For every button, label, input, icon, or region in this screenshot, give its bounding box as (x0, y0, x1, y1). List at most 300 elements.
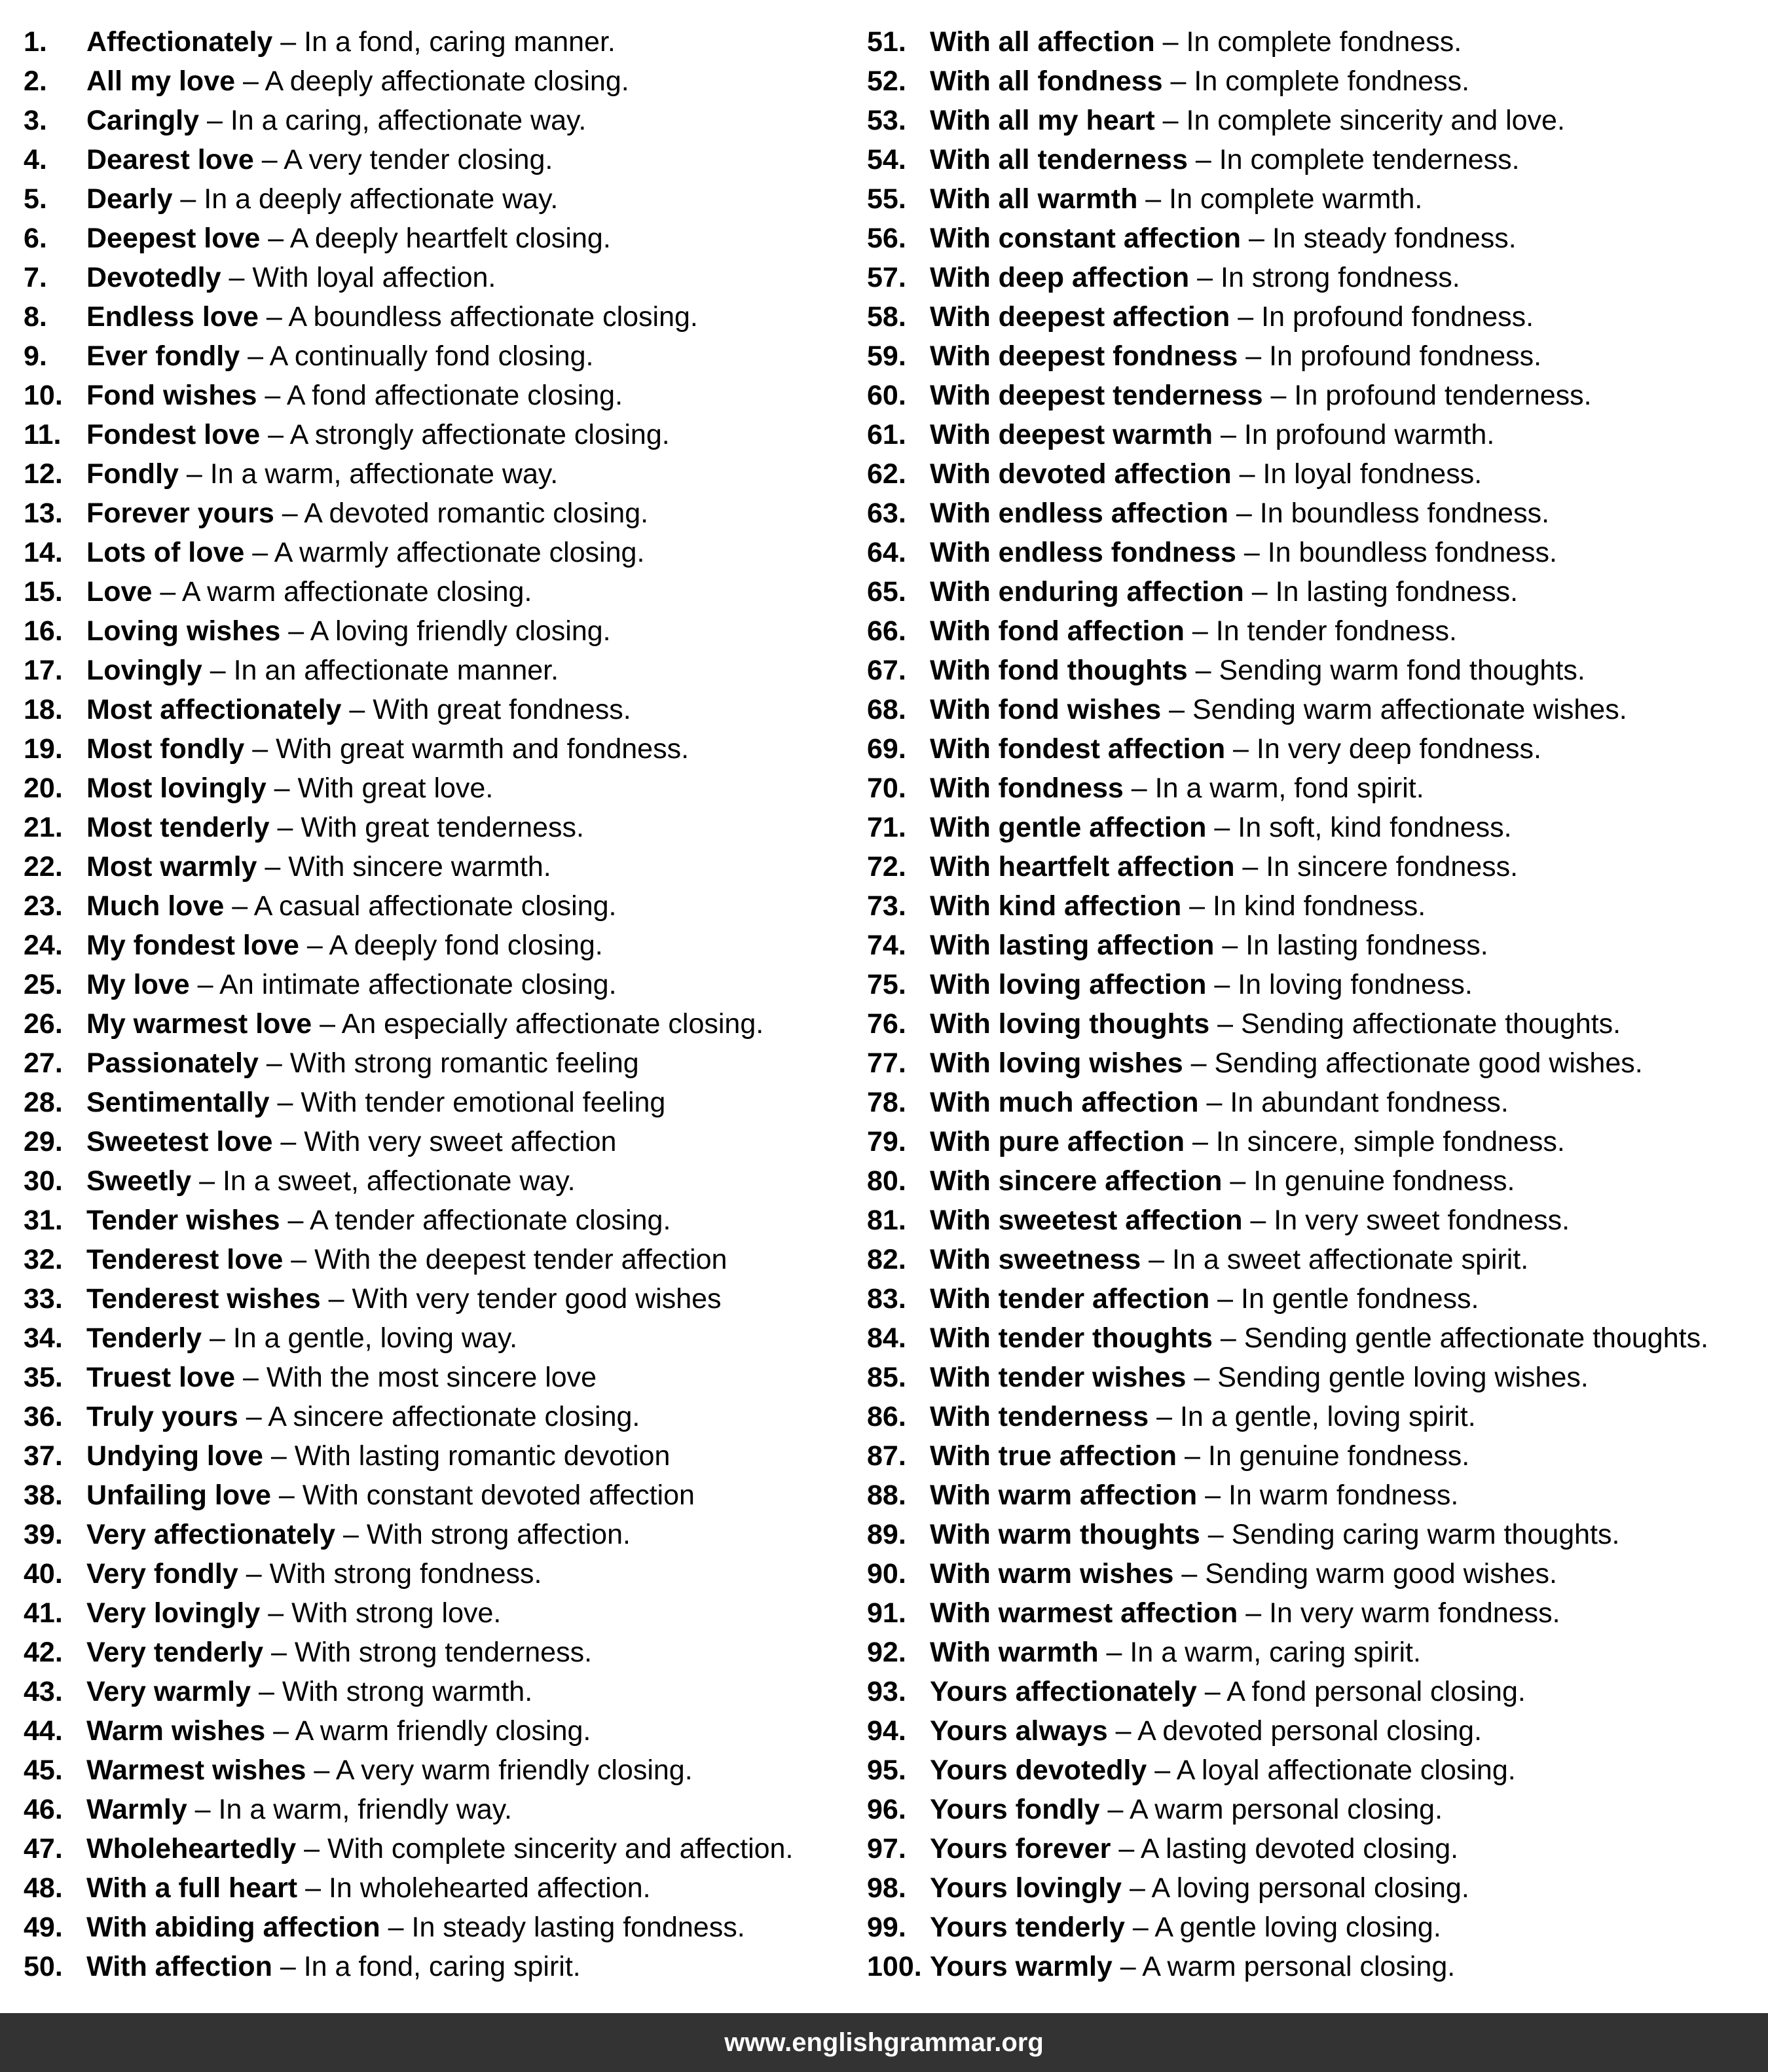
item-separator: – (266, 772, 298, 804)
item-definition: In steady fondness. (1272, 223, 1517, 254)
item-separator: – (272, 1951, 304, 1982)
item-term: With true affection (930, 1440, 1177, 1472)
item-separator: – (265, 1715, 295, 1747)
item-term: Warmest wishes (86, 1754, 306, 1786)
item-separator: – (1243, 576, 1276, 608)
item-separator: – (258, 1047, 290, 1079)
item-definition: In a caring, affectionate way. (230, 105, 587, 136)
item-number: 86. (867, 1401, 906, 1432)
list-item (867, 1790, 1764, 1829)
item-term: With sincere affection (930, 1165, 1223, 1197)
list-item (24, 376, 836, 415)
item-term: Very affectionately (86, 1519, 336, 1550)
item-term: With warmth (930, 1637, 1099, 1668)
item-definition: In complete warmth. (1169, 183, 1423, 215)
item-separator: – (297, 1872, 329, 1904)
item-term: My warmest love (86, 1008, 312, 1040)
item-separator: – (1206, 812, 1238, 843)
item-definition: In genuine fondness. (1253, 1165, 1515, 1197)
list-item (24, 651, 836, 690)
item-definition: With lasting romantic devotion (294, 1440, 671, 1472)
item-definition: A devoted romantic closing. (304, 498, 649, 529)
item-number: 59. (867, 340, 906, 372)
item-number: 87. (867, 1440, 906, 1472)
item-separator: – (1161, 694, 1192, 725)
item-number: 30. (24, 1165, 63, 1197)
item-separator: – (1200, 1519, 1232, 1550)
list-item (24, 808, 836, 847)
item-term: Ever fondly (86, 340, 240, 372)
list-item (867, 965, 1764, 1004)
item-definition: In profound tenderness. (1294, 380, 1592, 411)
item-term: With tender wishes (930, 1362, 1187, 1393)
list-item (867, 1908, 1764, 1947)
item-term: Loving wishes (86, 615, 281, 647)
item-definition: In warm fondness. (1228, 1480, 1459, 1511)
item-definition: A sincere affectionate closing. (268, 1401, 640, 1432)
item-term: Yours lovingly (930, 1872, 1122, 1904)
item-separator: – (1184, 615, 1216, 647)
item-definition: In boundless fondness. (1259, 498, 1550, 529)
item-number: 52. (867, 65, 906, 97)
item-term: Caringly (86, 105, 200, 136)
item-number: 88. (867, 1480, 906, 1511)
item-separator: – (238, 1401, 268, 1432)
list-item (24, 1358, 836, 1397)
list-item (24, 1829, 836, 1868)
item-number: 21. (24, 812, 63, 843)
item-number: 49. (24, 1912, 63, 1943)
item-term: Devotedly (86, 262, 221, 293)
list-item (867, 847, 1764, 886)
right-column (867, 22, 1764, 1986)
item-separator: – (1236, 537, 1268, 568)
item-separator: – (1147, 1754, 1177, 1786)
list-item (24, 729, 836, 769)
item-number: 31. (24, 1205, 63, 1236)
item-number: 38. (24, 1480, 63, 1511)
list-item (24, 454, 836, 494)
item-number: 7. (24, 262, 47, 293)
list-item (24, 1318, 836, 1358)
item-definition: In genuine fondness. (1207, 1440, 1470, 1472)
item-number: 79. (867, 1126, 906, 1157)
item-number: 32. (24, 1244, 63, 1275)
item-term: With abiding affection (86, 1912, 380, 1943)
item-definition: A strongly affectionate closing. (289, 419, 670, 450)
item-number: 50. (24, 1951, 63, 1982)
left-column (24, 22, 836, 1986)
item-definition: With great love. (297, 772, 494, 804)
item-term: Dearly (86, 183, 173, 215)
item-definition: A warm personal closing. (1130, 1794, 1443, 1825)
item-number: 24. (24, 930, 63, 961)
list-item (24, 886, 836, 926)
item-term: Yours fondly (930, 1794, 1100, 1825)
item-number: 43. (24, 1676, 63, 1707)
list-item (867, 494, 1764, 533)
item-number: 35. (24, 1362, 63, 1393)
item-term: Sweetest love (86, 1126, 273, 1157)
footer-website-link[interactable]: www.englishgrammar.org (724, 2027, 1044, 2057)
item-separator: – (280, 1205, 310, 1236)
footer-bar (0, 2013, 1768, 2072)
item-definition: In soft, kind fondness. (1238, 812, 1512, 843)
item-number: 17. (24, 655, 63, 686)
item-definition: A fond personal closing. (1226, 1676, 1526, 1707)
item-term: With endless fondness (930, 537, 1236, 568)
item-separator: – (1154, 105, 1187, 136)
list-item (24, 1947, 836, 1986)
item-definition: In abundant fondness. (1230, 1087, 1509, 1118)
list-item (24, 258, 836, 297)
item-separator: – (1230, 301, 1262, 333)
item-separator: – (1186, 1362, 1218, 1393)
item-term: With pure affection (930, 1126, 1185, 1157)
item-term: My love (86, 969, 190, 1000)
item-term: With loving wishes (930, 1047, 1183, 1079)
item-number: 62. (867, 458, 906, 490)
list-item (867, 1829, 1764, 1868)
item-separator: – (1189, 262, 1221, 293)
item-separator: – (1187, 655, 1219, 686)
item-separator: – (1238, 340, 1270, 372)
item-number: 70. (867, 772, 906, 804)
item-number: 8. (24, 301, 47, 333)
item-number: 15. (24, 576, 63, 608)
item-term: With all tenderness (930, 144, 1188, 175)
item-number: 48. (24, 1872, 63, 1904)
item-term: Dearest love (86, 144, 254, 175)
item-term: Most affectionately (86, 694, 342, 725)
item-number: 40. (24, 1558, 63, 1590)
item-term: Fond wishes (86, 380, 257, 411)
item-definition: A casual affectionate closing. (253, 890, 617, 922)
item-term: Tenderest love (86, 1244, 284, 1275)
item-number: 36. (24, 1401, 63, 1432)
list-item (867, 1044, 1764, 1083)
item-separator: – (1181, 890, 1213, 922)
item-term: Warm wishes (86, 1715, 266, 1747)
item-separator: – (1231, 458, 1263, 490)
item-number: 46. (24, 1794, 63, 1825)
item-term: With warmest affection (930, 1597, 1238, 1629)
list-item (24, 1908, 836, 1947)
item-definition: A tender affectionate closing. (309, 1205, 671, 1236)
item-number: 18. (24, 694, 63, 725)
item-separator: – (1242, 1205, 1274, 1236)
list-item (867, 1672, 1764, 1711)
item-separator: – (1196, 1676, 1227, 1707)
item-definition: A deeply affectionate closing. (265, 65, 629, 97)
item-definition: In a sweet, affectionate way. (222, 1165, 576, 1197)
item-separator: – (335, 1519, 367, 1550)
item-term: With deepest tenderness (930, 380, 1263, 411)
item-separator: – (1241, 223, 1272, 254)
item-definition: A boundless affectionate closing. (288, 301, 698, 333)
item-separator: – (1197, 1480, 1228, 1511)
list-item (867, 1947, 1764, 1986)
item-definition: In a warm, caring spirit. (1130, 1637, 1421, 1668)
item-definition: With strong affection. (366, 1519, 631, 1550)
item-term: Most fondly (86, 733, 245, 765)
item-definition: With the deepest tender affection (314, 1244, 727, 1275)
item-term: With all fondness (930, 65, 1163, 97)
item-term: With tenderness (930, 1401, 1149, 1432)
item-term: With much affection (930, 1087, 1199, 1118)
item-number: 22. (24, 851, 63, 882)
list-item (24, 690, 836, 729)
item-term: With loving thoughts (930, 1008, 1210, 1040)
item-number: 67. (867, 655, 906, 686)
item-separator: – (1183, 1047, 1215, 1079)
list-item (867, 1868, 1764, 1908)
item-term: Passionately (86, 1047, 259, 1079)
item-number: 56. (867, 223, 906, 254)
item-definition: With strong tenderness. (294, 1637, 593, 1668)
item-number: 33. (24, 1283, 63, 1315)
list-item (24, 1201, 836, 1240)
item-term: Lovingly (86, 655, 202, 686)
item-number: 28. (24, 1087, 63, 1118)
item-separator: – (253, 144, 284, 175)
item-number: 51. (867, 26, 906, 58)
item-term: Deepest love (86, 223, 261, 254)
list-item (867, 1279, 1764, 1318)
item-number: 58. (867, 301, 906, 333)
list-item (24, 22, 836, 62)
item-term: With tender thoughts (930, 1322, 1213, 1354)
item-definition: In gentle fondness. (1241, 1283, 1479, 1315)
item-number: 53. (867, 105, 906, 136)
item-definition: A warm affectionate closing. (181, 576, 532, 608)
list-item (867, 258, 1764, 297)
item-separator: – (1107, 1715, 1138, 1747)
list-item (867, 1751, 1764, 1790)
list-item (24, 101, 836, 140)
item-definition: Sending warm affectionate wishes. (1192, 694, 1627, 725)
item-separator: – (1234, 851, 1266, 882)
list-item (867, 729, 1764, 769)
item-term: My fondest love (86, 930, 299, 961)
item-term: With gentle affection (930, 812, 1207, 843)
item-term: With loving affection (930, 969, 1207, 1000)
list-item (24, 847, 836, 886)
item-definition: Sending warm good wishes. (1205, 1558, 1557, 1590)
list-item (24, 297, 836, 336)
item-term: Lots of love (86, 537, 245, 568)
item-definition: In boundless fondness. (1267, 537, 1557, 568)
item-separator: – (221, 262, 253, 293)
list-item (867, 62, 1764, 101)
item-separator: – (1124, 1912, 1155, 1943)
item-separator: – (1141, 1244, 1173, 1275)
item-term: Most tenderly (86, 812, 270, 843)
item-term: With endless affection (930, 498, 1228, 529)
item-separator: – (1154, 26, 1187, 58)
item-definition: With very tender good wishes (352, 1283, 722, 1315)
list-item (867, 808, 1764, 847)
item-term: Very fondly (86, 1558, 238, 1590)
item-number: 97. (867, 1833, 906, 1864)
item-separator: – (172, 183, 204, 215)
item-separator: – (1222, 1165, 1254, 1197)
item-separator: – (1123, 772, 1155, 804)
item-separator: – (202, 655, 234, 686)
list-item (867, 1633, 1764, 1672)
item-definition: A deeply fond closing. (329, 930, 603, 961)
list-item (24, 1515, 836, 1554)
item-separator: – (1162, 65, 1194, 97)
item-number: 71. (867, 812, 906, 843)
item-definition: In complete tenderness. (1219, 144, 1520, 175)
item-term: With warm affection (930, 1480, 1198, 1511)
item-separator: – (235, 65, 265, 97)
item-separator: – (1111, 1833, 1141, 1864)
list-item (24, 494, 836, 533)
item-definition: Sending gentle affectionate thoughts. (1243, 1322, 1709, 1354)
item-definition: With complete sincerity and affection. (327, 1833, 794, 1864)
item-definition: A loving friendly closing. (310, 615, 611, 647)
item-number: 55. (867, 183, 906, 215)
item-term: Tenderly (86, 1322, 202, 1354)
item-definition: A devoted personal closing. (1137, 1715, 1483, 1747)
list-item (24, 1554, 836, 1593)
list-item (867, 140, 1764, 179)
item-term: Wholeheartedly (86, 1833, 297, 1864)
item-number: 90. (867, 1558, 906, 1590)
item-separator: – (269, 1087, 301, 1118)
item-number: 100. (867, 1951, 922, 1982)
item-number: 92. (867, 1637, 906, 1668)
item-definition: A loyal affectionate closing. (1176, 1754, 1516, 1786)
item-separator: – (1112, 1951, 1143, 1982)
item-term: With fondest affection (930, 733, 1226, 765)
item-term: With warm thoughts (930, 1519, 1200, 1550)
list-item (24, 1161, 836, 1201)
item-number: 2. (24, 65, 47, 97)
item-term: With deepest warmth (930, 419, 1213, 450)
item-number: 65. (867, 576, 906, 608)
item-term: Unfailing love (86, 1480, 271, 1511)
item-number: 45. (24, 1754, 63, 1786)
item-number: 54. (867, 144, 906, 175)
item-term: With constant affection (930, 223, 1241, 254)
item-term: With fondness (930, 772, 1124, 804)
item-number: 89. (867, 1519, 906, 1550)
list-item (24, 1122, 836, 1161)
item-number: 96. (867, 1794, 906, 1825)
item-number: 78. (867, 1087, 906, 1118)
item-separator: – (1122, 1872, 1152, 1904)
list-item (867, 1122, 1764, 1161)
item-term: Affectionately (86, 26, 273, 58)
item-separator: – (260, 419, 290, 450)
item-definition: A very tender closing. (284, 144, 553, 175)
item-number: 14. (24, 537, 63, 568)
item-term: With deepest fondness (930, 340, 1238, 372)
item-number: 19. (24, 733, 63, 765)
item-term: Warmly (86, 1794, 187, 1825)
item-number: 95. (867, 1754, 906, 1786)
list-item (24, 1044, 836, 1083)
item-definition: In very warm fondness. (1269, 1597, 1560, 1629)
list-item (867, 926, 1764, 965)
item-term: With kind affection (930, 890, 1182, 922)
item-number: 72. (867, 851, 906, 882)
item-separator: – (257, 851, 289, 882)
list-item (24, 140, 836, 179)
list-item (24, 611, 836, 651)
item-number: 37. (24, 1440, 63, 1472)
item-separator: – (1209, 1283, 1242, 1315)
item-number: 81. (867, 1205, 906, 1236)
item-number: 16. (24, 615, 63, 647)
item-separator: – (263, 1440, 295, 1472)
item-separator: – (178, 458, 210, 490)
item-definition: A warm personal closing. (1142, 1951, 1456, 1982)
item-number: 99. (867, 1912, 906, 1943)
item-separator: – (274, 498, 304, 529)
list-item (24, 1476, 836, 1515)
item-separator: – (269, 812, 301, 843)
list-item (867, 219, 1764, 258)
list-item (24, 1436, 836, 1476)
item-number: 69. (867, 733, 906, 765)
item-term: With sweetness (930, 1244, 1141, 1275)
item-definition: A fond affectionate closing. (286, 380, 623, 411)
item-definition: A loving personal closing. (1151, 1872, 1469, 1904)
item-definition: With the most sincere love (266, 1362, 597, 1393)
item-separator: – (199, 105, 230, 136)
item-separator: – (341, 694, 373, 725)
item-term: Truly yours (86, 1401, 238, 1432)
item-term: With sweetest affection (930, 1205, 1243, 1236)
item-definition: In wholehearted affection. (328, 1872, 651, 1904)
item-separator: – (152, 576, 182, 608)
item-term: Much love (86, 890, 225, 922)
item-term: With affection (86, 1951, 272, 1982)
list-item (867, 1593, 1764, 1633)
list-item (867, 179, 1764, 219)
item-number: 75. (867, 969, 906, 1000)
item-term: Forever yours (86, 498, 274, 529)
item-definition: With very sweet affection (304, 1126, 617, 1157)
list-item (24, 1711, 836, 1751)
list-item (24, 1633, 836, 1672)
item-definition: With strong fondness. (269, 1558, 542, 1590)
item-separator: – (1099, 1794, 1130, 1825)
item-definition: With strong warmth. (282, 1676, 533, 1707)
item-definition: In a fond, caring spirit. (303, 1951, 581, 1982)
item-number: 63. (867, 498, 906, 529)
item-number: 23. (24, 890, 63, 922)
item-definition: Sending affectionate good wishes. (1214, 1047, 1643, 1079)
item-separator: – (1214, 930, 1246, 961)
item-term: With heartfelt affection (930, 851, 1235, 882)
item-term: Yours forever (930, 1833, 1111, 1864)
item-number: 82. (867, 1244, 906, 1275)
item-separator: – (1177, 1440, 1208, 1472)
item-definition: In complete fondness. (1194, 65, 1470, 97)
item-number: 77. (867, 1047, 906, 1079)
item-separator: – (270, 1480, 303, 1511)
item-definition: With loyal affection. (252, 262, 496, 293)
list-item (867, 1358, 1764, 1397)
list-item (24, 1279, 836, 1318)
list-item (24, 1868, 836, 1908)
item-number: 1. (24, 26, 47, 58)
